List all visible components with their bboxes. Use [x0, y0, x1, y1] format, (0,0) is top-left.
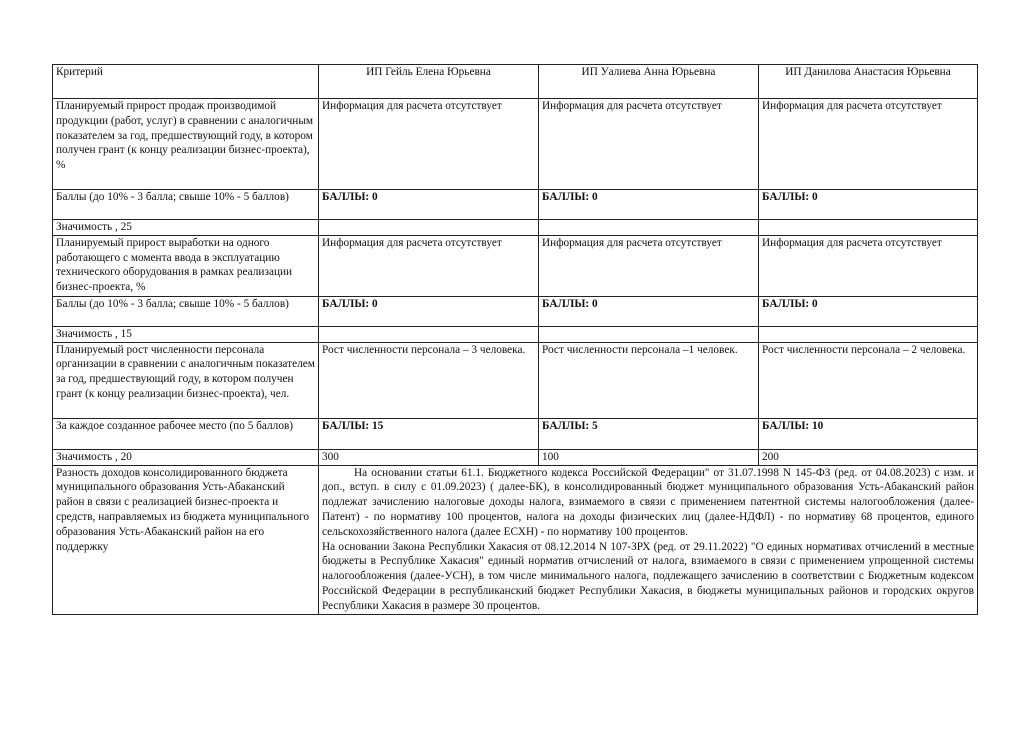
table-row [53, 296, 978, 326]
weight-label: Значимость , 20 [53, 449, 319, 465]
score-cell: БАЛЛЫ: 5 [539, 418, 759, 449]
row-label: Баллы (до 10% - 3 балла; свыше 10% - 5 баллов) [53, 190, 319, 220]
cell-value: Рост численности персонала –1 человек. [539, 342, 759, 418]
score-cell: БАЛЛЫ: 0 [539, 296, 759, 326]
legal-paragraph: На основании статьи 61.1. Бюджетного кодекса Российской Федерации" от 31.07.1998 N 145-ФЗ (ред. от 04.08.2023) с изм. и доп., вступ. в силу с 01.09.2023) ( далее-БК), в консолидированный бюджет муниципального образования Усть-Абаканский район подлежат зачислению налоговые доходы налога, взимаемого в связи с применением патентной системы налогообложения (далее-Патент) - по нормативу 100 процентов, налога на доходы физических лиц (далее-НДФЛ) - по нормативу 68 процентов, единого сельскохозяйственного налога (далее ЕСХН) - по нормативу 100 процентов. [322, 466, 974, 538]
cell-value: Информация для расчета отсутствует [319, 235, 539, 296]
row-label: Разность доходов консолидированного бюджета муниципального образования Усть-Абаканский район в связи с реализацией бизнес-проекта и средств, направляемых из бюджета муниципального образования Усть-Абаканский район на его поддержку [53, 465, 319, 614]
table-row [53, 99, 978, 190]
header-col-3: ИП Данилова Анастасия Юрьевна [759, 65, 978, 99]
row-label: Планируемый прирост продаж производимой продукции (работ, услуг) в сравнении с аналогичным показателем за год, предшествующий году, в котором получен грант (к концу реализации бизнес-проекта), % [53, 99, 319, 190]
cell-value: 300 [319, 449, 539, 465]
cell-value: Рост численности персонала – 3 человека. [319, 342, 539, 418]
table-row [53, 190, 978, 220]
cell-value: Информация для расчета отсутствует [319, 99, 539, 190]
cell-value: Информация для расчета отсутствует [539, 235, 759, 296]
row-label: Планируемый рост численности персонала организации в сравнении с аналогичным показателем за год, предшествующий году, в котором получен грант (к концу реализации бизнес-проекта), чел. [53, 342, 319, 418]
table-row [53, 449, 978, 465]
cell-value: Информация для расчета отсутствует [759, 99, 978, 190]
score-cell: БАЛЛЫ: 15 [319, 418, 539, 449]
table-row [53, 465, 978, 614]
score-cell: БАЛЛЫ: 0 [319, 296, 539, 326]
header-row [53, 65, 978, 99]
table-row [53, 418, 978, 449]
score-cell: БАЛЛЫ: 10 [759, 418, 978, 449]
weight-label: Значимость , 25 [53, 220, 319, 236]
score-cell: БАЛЛЫ: 0 [539, 190, 759, 220]
header-col-2: ИП Уалиева Анна Юрьевна [539, 65, 759, 99]
cell-value: Рост численности персонала – 2 человека. [759, 342, 978, 418]
legal-paragraph: На основании Закона Республики Хакасия от 08.12.2014 N 107-ЗРХ (ред. от 29.11.2022) "О единых нормативах отчислений в местные бюджеты в Республике Хакасия" единый норматив отчислений от налога, взимаемого в связи с применением упрощенной системы налогообложения (далее-УСН), в том числе минимального налога, подлежащего зачислению в соответствии с Бюджетным кодексом Российской Федерации в республиканский бюджет Республики Хакасия, в бюджеты муниципальных районов и городских округов Республики Хакасия в размере 30 процентов. [322, 540, 974, 612]
row-label: Планируемый прирост выработки на одного работающего с момента ввода в эксплуатацию технического оборудования в рамках реализации бизнес-проекта, % [53, 235, 319, 296]
cell-value: Информация для расчета отсутствует [759, 235, 978, 296]
header-col-1: ИП Гейль Елена Юрьевна [319, 65, 539, 99]
cell-value: 100 [539, 449, 759, 465]
evaluation-table [52, 64, 978, 615]
table-row [53, 326, 978, 342]
score-cell: БАЛЛЫ: 0 [759, 296, 978, 326]
cell-value: Информация для расчета отсутствует [539, 99, 759, 190]
legal-basis-cell [319, 465, 978, 614]
table-row [53, 235, 978, 296]
row-label: Баллы (до 10% - 3 балла; свыше 10% - 5 баллов) [53, 296, 319, 326]
weight-label: Значимость , 15 [53, 326, 319, 342]
score-cell: БАЛЛЫ: 0 [319, 190, 539, 220]
table-row [53, 220, 978, 236]
cell-value: 200 [759, 449, 978, 465]
header-criterion: Критерий [53, 65, 319, 99]
score-cell: БАЛЛЫ: 0 [759, 190, 978, 220]
row-label: За каждое созданное рабочее место (по 5 баллов) [53, 418, 319, 449]
table-row [53, 342, 978, 418]
